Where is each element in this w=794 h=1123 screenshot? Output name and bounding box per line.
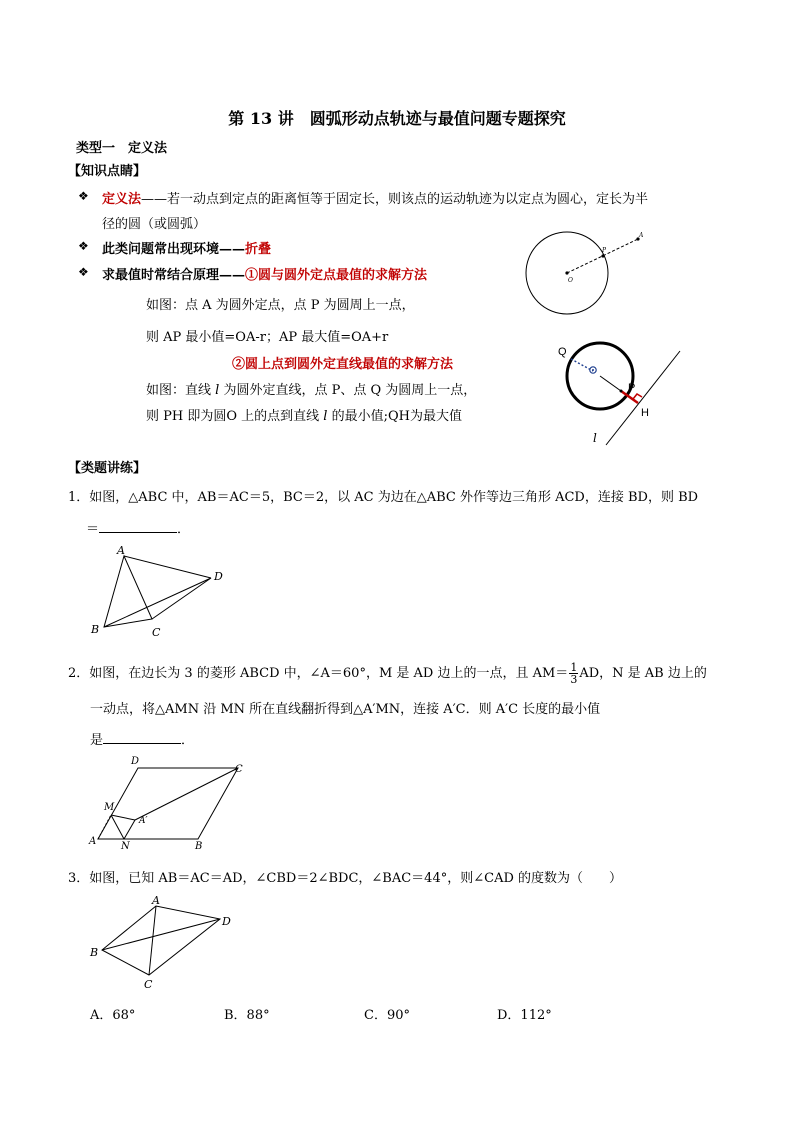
knowledge-4-emph: ②圆上点到圆外定直线最值的求解方法 bbox=[232, 357, 454, 372]
question-2-line3 bbox=[90, 729, 194, 748]
label-c: C bbox=[235, 764, 243, 775]
question-number: 3． bbox=[68, 871, 90, 886]
label-q: Q bbox=[558, 346, 567, 358]
page-title: 第 13 讲 圆弧形动点轨迹与最值问题专题探究 bbox=[228, 109, 566, 128]
figure-circle-line bbox=[550, 335, 700, 450]
text: 是 bbox=[90, 733, 104, 748]
label-d: D bbox=[222, 915, 231, 928]
question-1-line2 bbox=[86, 518, 190, 537]
type-heading: 类型一 定义法 bbox=[76, 141, 168, 156]
label-c: C bbox=[152, 626, 161, 639]
label-h: H bbox=[641, 407, 649, 419]
knowledge-4-line2 bbox=[146, 405, 462, 424]
question-3-line1 bbox=[68, 867, 622, 886]
label-n: N bbox=[121, 841, 130, 852]
label-m: M bbox=[104, 802, 115, 813]
definition-text: 若一动点到定点的距离恒等于固定长，则该点的运动轨迹为以定点为圆心，定长为半 bbox=[167, 192, 649, 207]
knowledge-2-text: 此类问题常出现环境—— bbox=[102, 242, 246, 257]
knowledge-1-line2: 径的圆（或圆弧） bbox=[102, 217, 207, 232]
knowledge-3-text: 求最值时常结合原理—— bbox=[102, 268, 246, 283]
answer-blank[interactable] bbox=[99, 520, 177, 533]
figure-question-1 bbox=[88, 545, 238, 645]
label-d: D bbox=[214, 570, 223, 583]
label-o: O bbox=[568, 277, 573, 284]
label-a: A bbox=[152, 894, 160, 907]
label-d: D bbox=[131, 756, 140, 767]
definition-term: 定义法 bbox=[102, 192, 142, 207]
question-text: AD，N 是 AB 边上的 bbox=[579, 666, 707, 681]
line-l-label: l bbox=[323, 409, 328, 424]
question-1-line1 bbox=[68, 486, 698, 505]
knowledge-2-emph: 折叠 bbox=[245, 242, 272, 257]
label-b: B bbox=[91, 623, 100, 636]
figure-question-2 bbox=[85, 752, 255, 852]
option-a[interactable]: A．68° bbox=[90, 1008, 136, 1023]
question-text: 如图，在边长为 3 的菱形 ABCD 中，∠A＝60°，M 是 AD 边上的一点，且 AM＝ bbox=[89, 666, 569, 681]
knowledge-3-detail-2: 则 AP 最小值=OA-r；AP 最大值=OA+r bbox=[146, 330, 389, 345]
label-p: P bbox=[602, 247, 607, 254]
label-a: A bbox=[117, 544, 125, 557]
label-a: A bbox=[639, 232, 644, 239]
practice-heading: 【类题讲练】 bbox=[68, 461, 147, 476]
knowledge-3-detail-1: 如图：点 A 为圆外定点，点 P 为圆周上一点， bbox=[146, 298, 415, 313]
figure-circle-point bbox=[520, 226, 700, 326]
bullet-icon: ❖ bbox=[78, 189, 89, 203]
label-c: C bbox=[144, 978, 153, 991]
question-text: 如图，已知 AB＝AC＝AD，∠CBD＝2∠BDC，∠BAC＝44°，则∠CAD 的度数为（ ） bbox=[89, 871, 623, 886]
text: ＝ bbox=[86, 522, 100, 537]
line-l-label: l bbox=[215, 383, 220, 398]
fraction-numerator: 1 bbox=[570, 661, 578, 674]
bullet-icon: ❖ bbox=[78, 239, 89, 253]
knowledge-3-emph: ①圆与圆外定点最值的求解方法 bbox=[245, 268, 428, 283]
label-b: B bbox=[90, 946, 99, 959]
text: 如图：直线 bbox=[146, 383, 216, 398]
label-a-prime: A′ bbox=[139, 816, 148, 826]
knowledge-heading: 【知识点睛】 bbox=[68, 164, 147, 179]
label-b: B bbox=[195, 841, 203, 852]
question-number: 1． bbox=[68, 490, 90, 505]
knowledge-3 bbox=[102, 264, 427, 283]
fraction-denominator: 3 bbox=[570, 673, 578, 686]
text: 的最小值;QH为最大值 bbox=[327, 409, 462, 424]
definition-dash: —— bbox=[141, 192, 168, 207]
label-p: P bbox=[628, 382, 636, 394]
bullet-icon: ❖ bbox=[78, 265, 89, 279]
text: ． bbox=[177, 522, 191, 537]
knowledge-4-line1 bbox=[146, 379, 476, 398]
label-a: A bbox=[89, 836, 97, 847]
question-number: 2． bbox=[68, 666, 90, 681]
option-d[interactable]: D．112° bbox=[497, 1008, 552, 1023]
question-text: 如图，△ABC 中，AB＝AC＝5，BC＝2，以 AC 为边在△ABC 外作等边三角形 ACD，连接 BD，则 BD bbox=[89, 490, 699, 505]
text: 为圆外定直线，点 P、点 Q 为圆周上一点， bbox=[219, 383, 477, 398]
fraction-one-third bbox=[569, 662, 578, 685]
knowledge-1-line1 bbox=[102, 188, 648, 207]
label-l: l bbox=[593, 431, 597, 445]
figure-question-3 bbox=[85, 895, 245, 995]
question-2-line1 bbox=[68, 662, 707, 685]
option-c[interactable]: C．90° bbox=[364, 1008, 410, 1023]
answer-blank[interactable] bbox=[103, 731, 181, 744]
option-b[interactable]: B．88° bbox=[224, 1008, 270, 1023]
knowledge-2 bbox=[102, 238, 271, 257]
question-2-line2: 一动点，将△AMN 沿 MN 所在直线翻折得到△A′MN，连接 A′C．则 A′C 长度的最小值 bbox=[90, 702, 601, 717]
text: ． bbox=[181, 733, 195, 748]
text: 则 PH 即为圆O 上的点到直线 bbox=[146, 409, 324, 424]
